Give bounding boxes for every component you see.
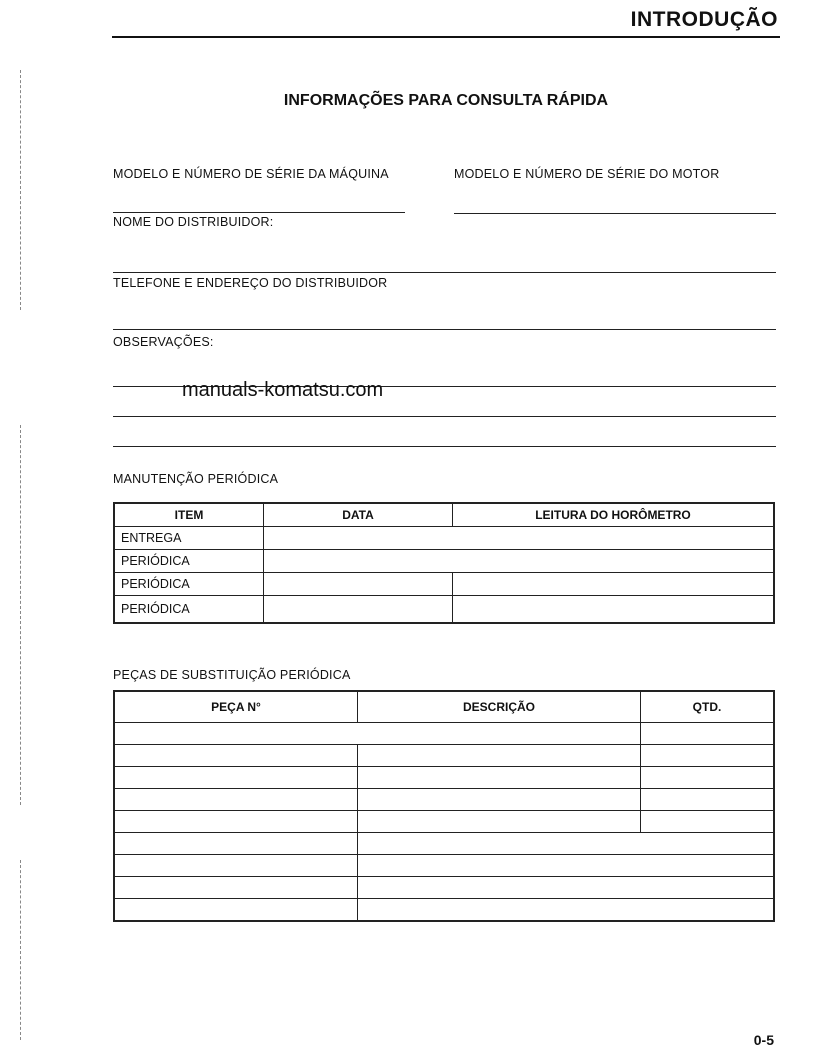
description-cell[interactable] [358, 855, 775, 877]
margin-mark [20, 425, 21, 805]
table-row [114, 811, 774, 833]
table-row [114, 573, 774, 596]
engine-model-field[interactable] [454, 213, 776, 214]
distributor-contact-label: TELEFONE E ENDEREÇO DO DISTRIBUIDOR [113, 276, 388, 290]
part-cell[interactable] [114, 745, 358, 767]
row-entry[interactable] [264, 550, 775, 573]
row-item: PERIÓDICA [114, 550, 264, 573]
header-date: DATA [264, 503, 453, 527]
header-rule [112, 36, 780, 38]
header-description: DESCRIÇÃO [358, 691, 641, 723]
description-cell[interactable] [358, 877, 775, 899]
part-cell[interactable] [114, 767, 358, 789]
table-row [114, 527, 774, 550]
description-cell[interactable] [358, 745, 641, 767]
machine-model-label: MODELO E NÚMERO DE SÉRIE DA MÁQUINA [113, 167, 389, 181]
parts-table [113, 690, 775, 922]
row-item: ENTREGA [114, 527, 264, 550]
notes-label: OBSERVAÇÕES: [113, 335, 214, 349]
distributor-contact-field[interactable] [113, 329, 776, 330]
distributor-name-field[interactable] [113, 272, 776, 273]
maintenance-table [113, 502, 775, 624]
table-row [114, 550, 774, 573]
table-row [114, 789, 774, 811]
qty-cell[interactable] [641, 811, 775, 833]
table-row [114, 877, 774, 899]
table-row [114, 855, 774, 877]
description-cell[interactable] [358, 767, 641, 789]
part-cell[interactable] [114, 877, 358, 899]
description-cell[interactable] [358, 811, 641, 833]
description-cell[interactable] [358, 789, 641, 811]
watermark: manuals-komatsu.com [182, 379, 384, 401]
row-entry[interactable] [264, 527, 775, 550]
row-item: PERIÓDICA [114, 596, 264, 624]
qty-cell[interactable] [641, 723, 775, 745]
row-item: PERIÓDICA [114, 573, 264, 596]
maintenance-title: MANUTENÇÃO PERIÓDICA [113, 472, 279, 486]
row-date-cell[interactable] [264, 573, 453, 596]
table-row [114, 767, 774, 789]
table-row [114, 833, 774, 855]
header-hourmeter: LEITURA DO HORÔMETRO [453, 503, 775, 527]
table-row [114, 899, 774, 922]
section-title: INTRODUÇÃO [630, 8, 778, 31]
qty-cell[interactable] [641, 789, 775, 811]
row-date-cell[interactable] [264, 596, 453, 624]
description-cell[interactable] [358, 899, 775, 922]
row-hourmeter-cell[interactable] [453, 596, 775, 624]
notes-line[interactable] [113, 416, 776, 417]
part-cell[interactable] [114, 899, 358, 922]
row-hourmeter-cell[interactable] [453, 573, 775, 596]
qty-cell[interactable] [641, 745, 775, 767]
table-row [114, 745, 774, 767]
table-header-row [114, 691, 774, 723]
part-cell[interactable] [114, 833, 358, 855]
qty-cell[interactable] [641, 767, 775, 789]
part-cell[interactable] [114, 789, 358, 811]
page-title: INFORMAÇÕES PARA CONSULTA RÁPIDA [283, 92, 609, 109]
margin-mark [20, 860, 21, 1040]
engine-model-label: MODELO E NÚMERO DE SÉRIE DO MOTOR [454, 167, 720, 181]
machine-model-field[interactable] [113, 212, 405, 213]
table-row [114, 723, 774, 745]
parts-title: PEÇAS DE SUBSTITUIÇÃO PERIÓDICA [113, 668, 351, 682]
notes-line[interactable] [113, 446, 776, 447]
part-cell[interactable] [114, 855, 358, 877]
part-cell[interactable] [114, 811, 358, 833]
part-cell[interactable] [114, 723, 641, 745]
table-row [114, 596, 774, 624]
header-quantity: QTD. [641, 691, 775, 723]
header-part-number: PEÇA N° [114, 691, 358, 723]
header-item: ITEM [114, 503, 264, 527]
description-cell[interactable] [358, 833, 775, 855]
page-number: 0-5 [753, 1032, 774, 1048]
distributor-name-label: NOME DO DISTRIBUIDOR: [113, 215, 274, 229]
table-header-row [114, 503, 774, 527]
